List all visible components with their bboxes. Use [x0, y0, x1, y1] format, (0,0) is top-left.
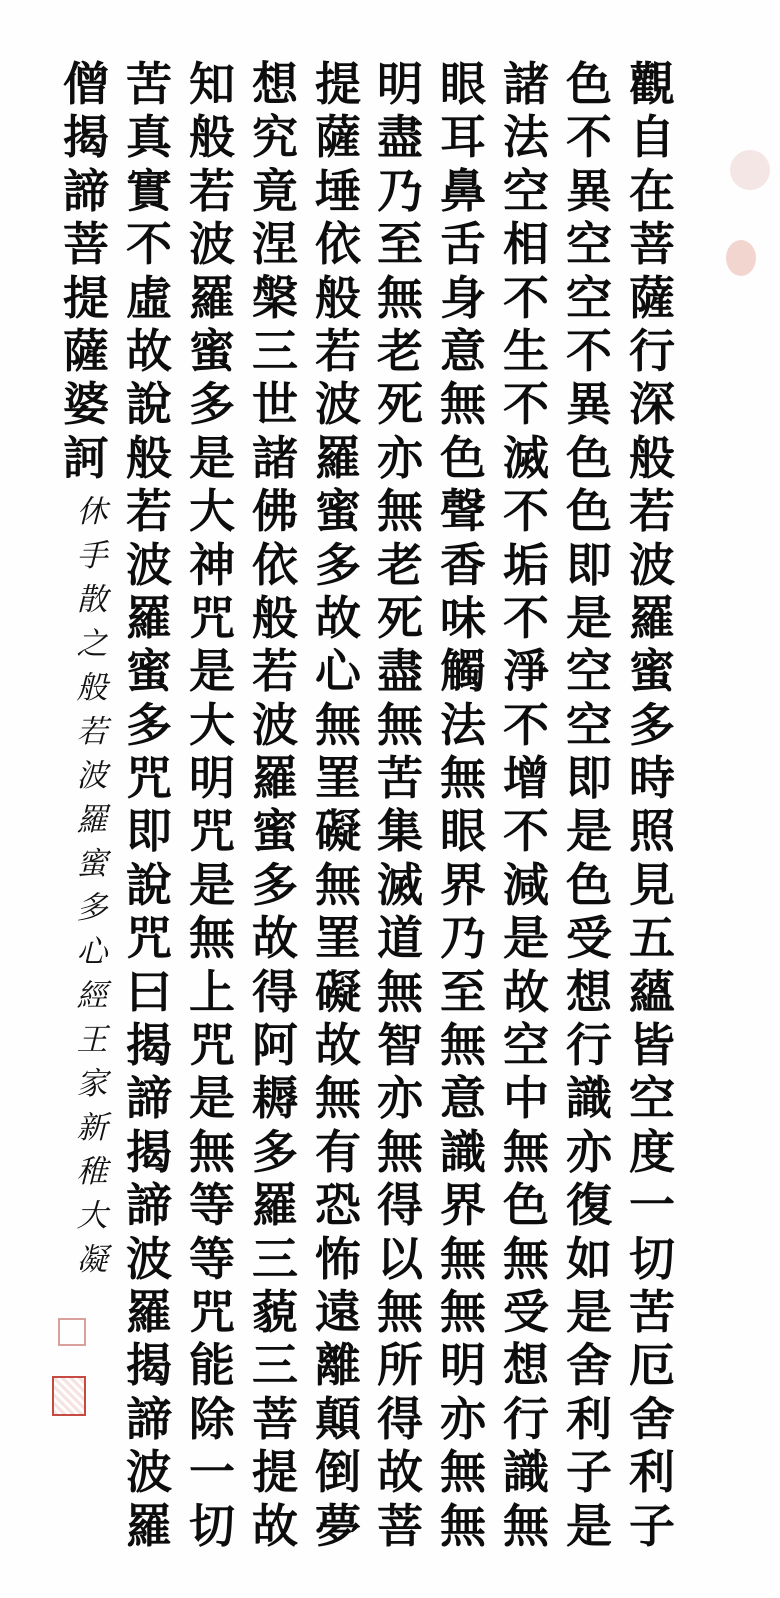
seal-square-light — [58, 1318, 86, 1346]
text-column: 觀 自 在 菩 薩 行 深 般 若 波 羅 蜜 多 時 照 見 五 蘊 皆 空 度 一 切 苦 厄 舍 利 子 — [629, 57, 675, 1553]
text-column: 苦 真 實 不 虛 故 說 般 若 波 羅 蜜 多 咒 即 說 咒 曰 揭 諦 揭 諦 波 羅 揭 諦 波 羅 — [126, 57, 172, 1553]
text-column: 諸 法 空 相 不 生 不 滅 不 垢 不 淨 不 增 不 減 是 故 空 中 無 色 無 受 想 行 識 無 — [503, 57, 549, 1553]
text-column: 眼 耳 鼻 舌 身 意 無 色 聲 香 味 觸 法 無 眼 界 乃 至 無 意 識 界 無 無 明 亦 無 無 — [440, 57, 486, 1553]
side-seal-mark — [730, 150, 770, 190]
text-column: 提 薩 埵 依 般 若 波 羅 蜜 多 故 心 無 罣 礙 無 罣 礙 故 無 有 恐 怖 遠 離 顛 倒 夢 — [315, 57, 361, 1553]
seal-square-red — [52, 1376, 86, 1416]
inscription-column: 休 手 散 之 般 若 波 羅 蜜 多 心 經 王 家 新 稚 大 凝 — [76, 494, 108, 1278]
text-column: 僧 揭 諦 菩 提 薩 婆 訶 — [63, 57, 109, 485]
side-seal-mark — [726, 240, 756, 276]
text-column: 想 究 竟 涅 槃 三 世 諸 佛 依 般 若 波 羅 蜜 多 故 得 阿 耨 多 羅 三 藐 三 菩 提 故 — [252, 57, 298, 1553]
text-column: 知 般 若 波 羅 蜜 多 是 大 神 咒 是 大 明 咒 是 無 上 咒 是 無 等 等 咒 能 除 一 切 — [189, 57, 235, 1553]
text-column: 明 盡 乃 至 無 老 死 亦 無 老 死 盡 無 苦 集 滅 道 無 智 亦 無 得 以 無 所 得 故 菩 — [377, 57, 423, 1553]
text-column: 色 不 異 空 空 不 異 色 色 即 是 空 空 即 是 色 受 想 行 識 亦 復 如 是 舍 利 子 是 — [566, 57, 612, 1553]
